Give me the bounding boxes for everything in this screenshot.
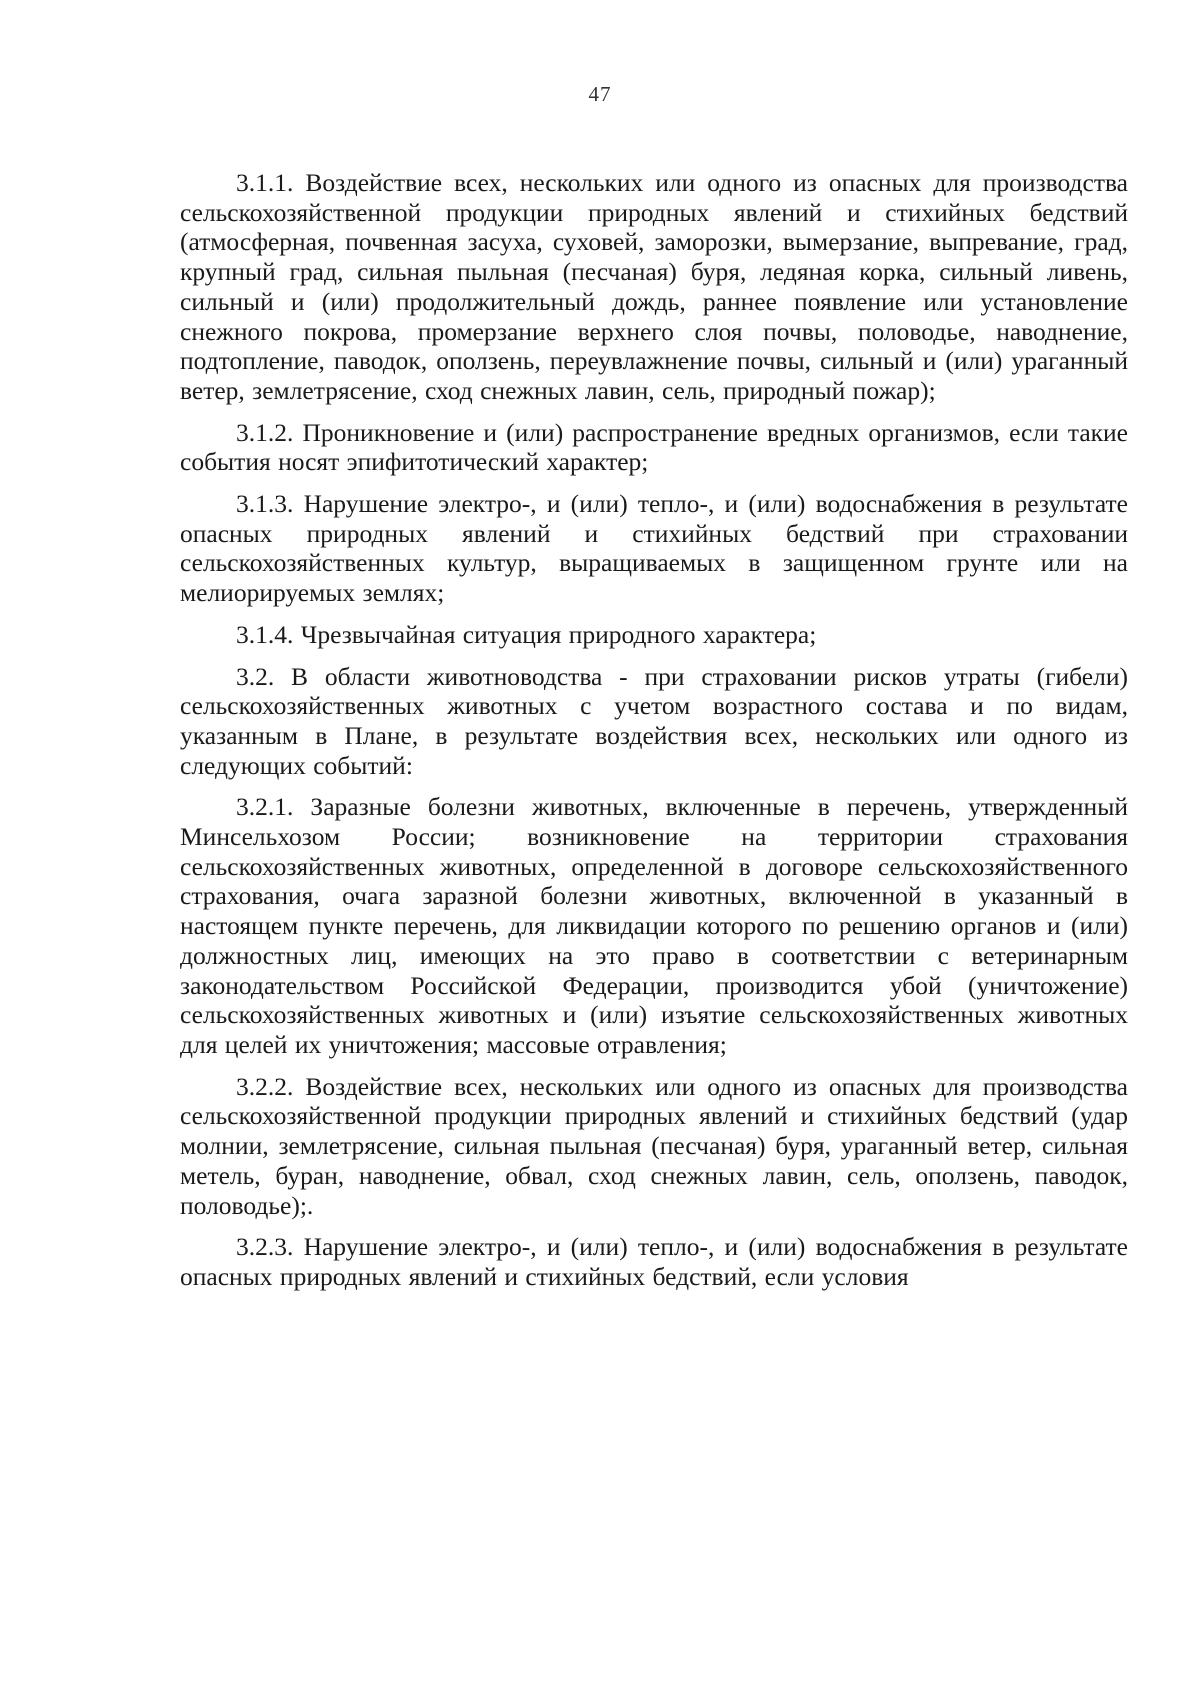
paragraph-3-2-3: 3.2.3. Нарушение электро-, и (или) тепло-, и (или) водоснабжения в результате опасных природных явлений и стихийных бедствий, если условия	[180, 1232, 1128, 1291]
paragraph-3-2-2: 3.2.2. Воздействие всех, нескольких или одного из опасных для производства сельскохозяйственной продукции природных явлений и стихийных бедствий (удар молнии, землетрясение, сильная пыльная (песчаная) буря, ураганный ветер, сильная метель, буран, наводнение, обвал, сход снежных лавин, сель, оползень, паводок, половодье);.	[180, 1071, 1128, 1220]
paragraph-3-1-1: 3.1.1. Воздействие всех, нескольких или одного из опасных для производства сельскохозяйственной продукции природных явлений и стихийных бедствий (атмосферная, почвенная засуха, суховей, заморозки, вымерзание, выпревание, град, крупный град, сильная пыльная (песчаная) буря, ледяная корка, сильный ливень, сильный и (или) продолжительный дождь, раннее появление или установление снежного покрова, промерзание верхнего слоя почвы, половодье, наводнение, подтопление, паводок, оползень, переувлажнение почвы, сильный и (или) ураганный ветер, землетрясение, сход снежных лавин, сель, природный пожар);	[180, 168, 1128, 405]
paragraph-3-2: 3.2. В области животноводства - при страховании рисков утраты (гибели) сельскохозяйственных животных с учетом возрастного состава и по видам, указанным в Плане, в результате воздействия всех, нескольких или одного из следующих событий:	[180, 661, 1128, 780]
paragraph-3-1-3: 3.1.3. Нарушение электро-, и (или) тепло-, и (или) водоснабжения в результате опасных природных явлений и стихийных бедствий при страховании сельскохозяйственных культур, выращиваемых в защищенном грунте или на мелиорируемых землях;	[180, 489, 1128, 608]
paragraph-3-1-4: 3.1.4. Чрезвычайная ситуация природного характера;	[236, 619, 817, 649]
paragraph-3-2-1: 3.2.1. Заразные болезни животных, включенные в перечень, утвержденный Минсельхозом России; возникновение на территории страхования сельскохозяйственных животных, определенной в договоре сельскохозяйственного страхования, очага заразной болезни животных, включенной в указанный в настоящем пункте перечень, для ликвидации которого по решению органов и (или) должностных лиц, имеющих на это право в соответствии с ветеринарным законодательством Российской Федерации, производится убой (уничтожение) сельскохозяйственных животных и (или) изъятие сельскохозяйственных животных для целей их уничтожения; массовые отравления;	[180, 792, 1128, 1059]
paragraph-3-1-2: 3.1.2. Проникновение и (или) распространение вредных организмов, если такие события носят эпифитотический характер;	[180, 417, 1128, 477]
page-number: 47	[588, 82, 612, 106]
document-body	[180, 168, 1128, 1304]
